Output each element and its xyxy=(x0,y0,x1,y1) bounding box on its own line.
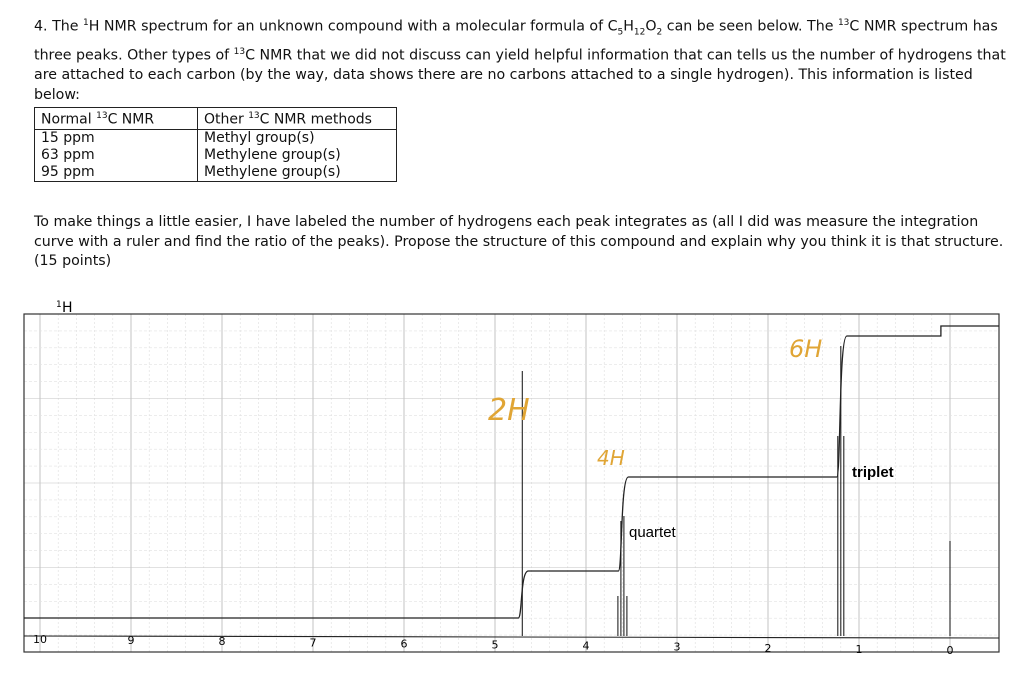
x-tick-label: 3 xyxy=(673,640,681,654)
spectrum-label-sup: 1 xyxy=(56,300,62,310)
shift-cell: 95 ppm xyxy=(35,164,198,182)
baseline xyxy=(24,636,999,638)
nmr-spectrum xyxy=(0,280,1024,678)
x-tick-label: 10 xyxy=(33,633,47,646)
table-header-row xyxy=(35,108,397,130)
shift-cell: 15 ppm xyxy=(35,129,198,147)
spectrum-grid xyxy=(24,314,999,652)
x-tick-label: 6 xyxy=(400,637,408,651)
x-tick-label: 9 xyxy=(127,634,135,648)
x-tick-label: 8 xyxy=(218,635,226,649)
x-tick-label: 2 xyxy=(764,641,772,655)
integration-4h: 4H xyxy=(597,446,625,470)
integration-2h: 2H xyxy=(488,393,530,428)
question-instructions: To make things a little easier, I have labeled the number of hydrogens each peak integrates as (all I did was measure the integration curve with a ruler and find the ratio of the peaks). Propose the structure of this compound and explain why you think it is that structure. (15 points) xyxy=(34,214,1004,269)
quartet-label: quartet xyxy=(629,524,676,541)
c13-nmr-table xyxy=(34,107,397,182)
shift-cell: 63 ppm xyxy=(35,147,198,164)
integration-6h: 6H xyxy=(789,335,823,363)
handwritten-6h xyxy=(789,335,822,363)
peak-traces xyxy=(522,346,950,636)
question-intro: 4. The $^1$H NMR spectrum for an unknown compound with a molecular formula of $C_5H_{12}O_2$ can be seen below. The $^{13}$C NMR spectrum has three peaks. Other types of $^{13}$C NMR that we did not discuss can yield helpful information that can tells us the number of hydrogens that are attached to each carbon (by the way, data shows there are no carbons attached to a single hydrogen). This information is listed below: xyxy=(34,18,1006,103)
x-tick-label: 7 xyxy=(309,636,317,650)
handwritten-2h xyxy=(488,393,530,428)
question-number: 4. xyxy=(34,18,48,35)
table-row xyxy=(35,129,397,147)
method-cell: Methylene group(s) xyxy=(198,164,397,182)
header-other-methods: Other $^{13}$C NMR methods xyxy=(198,108,397,130)
triplet-label: triplet xyxy=(852,464,894,481)
table-row xyxy=(35,164,397,182)
method-cell: Methyl group(s) xyxy=(198,129,397,147)
header-normal-c13: Normal $^{13}$C NMR xyxy=(35,108,198,130)
handwritten-4h xyxy=(597,446,625,470)
spectrum-label-h: H xyxy=(62,300,73,316)
x-tick-label: 0 xyxy=(946,644,954,657)
table-row xyxy=(35,147,397,164)
x-tick-label: 4 xyxy=(582,639,590,653)
x-tick-label: 1 xyxy=(855,642,863,656)
x-tick-label: 5 xyxy=(491,638,499,652)
method-cell: Methylene group(s) xyxy=(198,147,397,164)
